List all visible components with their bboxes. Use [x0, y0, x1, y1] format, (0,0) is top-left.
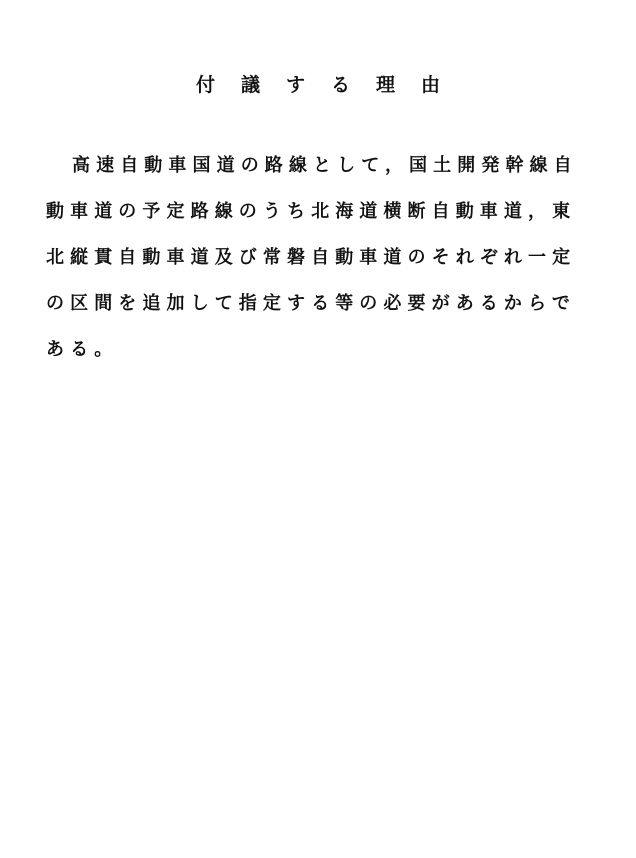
body-line-1: 高速自動車国道の路線として，国土開発幹線自 [72, 155, 578, 176]
document-title: 付議する理由 [195, 74, 466, 96]
body-line-2: 動車道の予定路線のうち北海道横断自動車道，東 [46, 201, 577, 222]
body-line-4: の区間を追加して指定する等の必要があるからで [46, 293, 577, 314]
body-line-3: 北縦貫自動車道及び常磐自動車道のそれぞれ一定 [46, 247, 577, 268]
document-body [46, 150, 606, 380]
body-line-5: ある。 [46, 339, 119, 360]
